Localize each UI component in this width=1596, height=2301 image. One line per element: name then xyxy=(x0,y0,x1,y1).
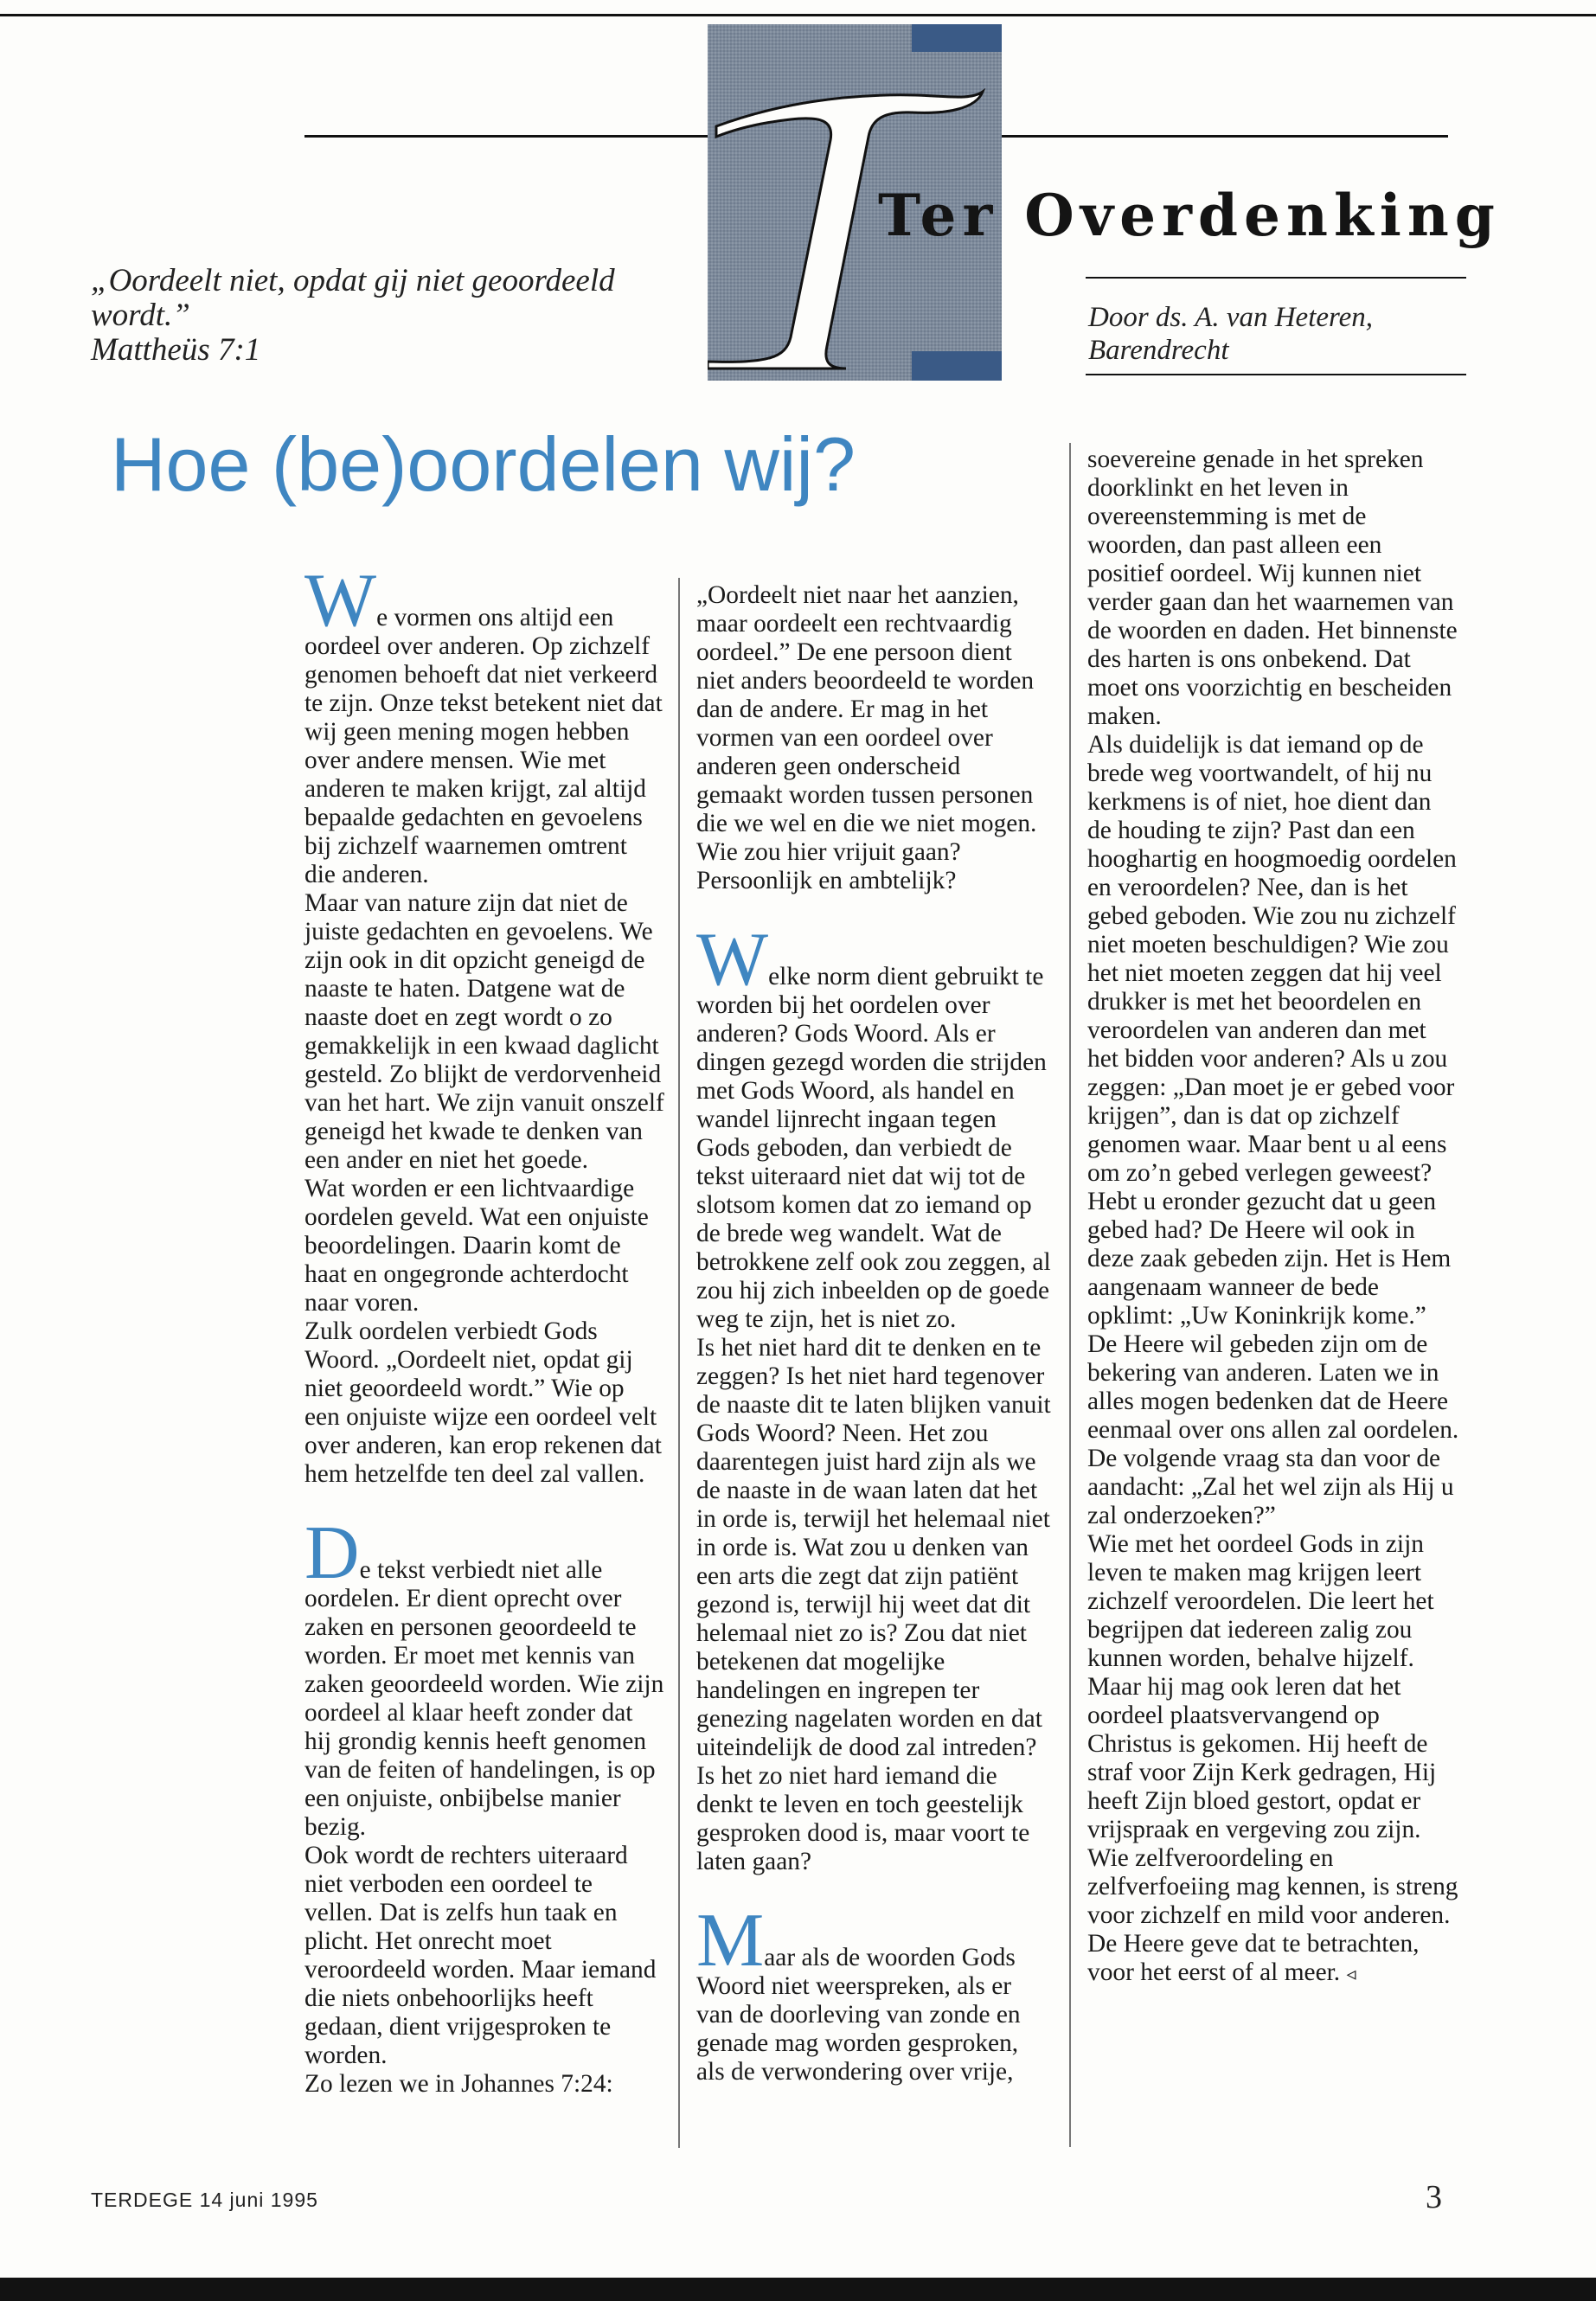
column-divider-1 xyxy=(678,578,680,2148)
byline-rule-top xyxy=(1086,277,1466,279)
paragraph-text: e vormen ons altijd een oordeel over anderen. Op zichzelf genomen behoeft dat niet verkeerd te zijn. Onze tekst betekent niet dat wij geen mening mogen hebben over andere mensen. Wie met anderen te maken krijgt, zal altijd bepaalde gedachten en gevoelens bij zichzelf waarnemen omtrent die anderen. xyxy=(304,604,663,888)
paragraph: „Oordeelt niet naar het aanzien, maar oordeelt een rechtvaardig oordeel.” De ene persoon dient niet anders beoordeeld te worden dan de andere. Er mag in het vormen van een oordeel over anderen geen onderscheid gemaakt worden tussen personen die we wel en die we niet mogen. Wie zou hier vrijuit gaan? Persoonlijk en ambtelijk? xyxy=(696,581,1037,894)
paragraph: Wat worden er een lichtvaardige oordelen geveld. Wat een onjuiste beoordelingen. Daarin komt de haat en ongegronde achterdocht naar voren. xyxy=(304,1175,649,1317)
drop-cap: W xyxy=(696,918,769,1002)
paragraph xyxy=(304,559,664,889)
drop-cap: D xyxy=(304,1511,360,1595)
drop-cap: W xyxy=(304,559,377,643)
section-title: Ter Overdenking xyxy=(878,182,1501,249)
paragraph xyxy=(696,918,1051,1334)
paragraph xyxy=(1087,1530,1461,1988)
paragraph: Zulk oordelen verbiedt Gods Woord. „Oordeelt niet, opdat gij niet geoordeeld wordt.” Wie op een onjuiste wijze een oordeel velt over anderen, kan erop rekenen dat hem hetzelfde ten deel zal vallen. xyxy=(304,1317,662,1488)
article-column-1 xyxy=(304,559,664,2099)
paragraph: Is het niet hard dit te denken en te zeggen? Is het niet hard tegenover de naaste dit te laten blijken vanuit Gods Woord? Neen. Het zou daarentegen juist hard zijn als we de naaste in de waan laten dat het in orde is, terwijl het helemaal niet in orde is. Wat zou u denken van een arts die zegt dat zijn patiënt gezond is, terwijl hij weet dat dit helemaal niet zo is? Zou dat niet betekenen dat mogelijke handelingen en ingrepen ter genezing nagelaten worden en dat uiteindelijk de dood zal intreden? Is het zo niet hard iemand die denkt te leven en toch geestelijk gesproken dood is, maar voort te laten gaan? xyxy=(696,1334,1051,1875)
byline-rule-bottom xyxy=(1086,374,1466,375)
end-mark-icon: ◃ xyxy=(1346,1963,1356,1984)
drop-cap: M xyxy=(696,1899,765,1983)
author-byline: Door ds. A. van Heteren, Barendrecht xyxy=(1088,302,1374,366)
paragraph-text: aar als de woorden Gods Woord niet weerspreken, als er van de doorleving van zonde en genade mag worden gesproken, als de verwondering over vrije, xyxy=(696,1944,1021,2086)
motto-text: „Oordeelt niet, opdat gij niet geoordeeld wordt.” xyxy=(91,263,615,333)
column-divider-2 xyxy=(1069,443,1071,2147)
top-rule xyxy=(0,14,1596,16)
paragraph-text: elke norm dient gebruikt te worden bij het oordelen over anderen? Gods Woord. Als er dingen gezegd worden die strijden met Gods Woord, als handel en wandel lijnrecht ingaan tegen Gods geboden, dan verbiedt de tekst uiteraard niet dat wij tot de slotsom komen dat zo iemand op de brede weg wandelt. Wat de betrokkene zelf ook zou zeggen, al zou hij zich inbeelden op de goede weg te zijn, het is niet zo. xyxy=(696,963,1051,1333)
motto-reference: Mattheüs 7:1 xyxy=(91,332,261,368)
article-headline: Hoe (be)oordelen wij? xyxy=(111,421,856,507)
paragraph: Als duidelijk is dat iemand op de brede weg voortwandelt, of hij nu kerkmens is of niet, hoe dient dan de houding te zijn? Past dan een hooghartig en hoogmoedig oordelen en veroordelen? Nee, dan is het gebed geboden. Wie zou nu zichzelf niet moeten beschuldigen? Wie zou het niet moeten zeggen dat hij veel drukker is met het beoordelen en veroordelen van anderen dan met het bidden voor anderen? Als u zou zeggen: „Dan moet je er gebed voor krijgen”, dan is dat op zichzelf genomen waar. Maar bent u al eens om zo’n gebed verlegen geweest? Hebt u eronder gezucht dat u geen gebed had? De Heere wil ook in deze zaak gebeden zijn. Het is Hem aangenaam wanneer de bede opklimt: „Uw Koninkrijk kome.” De Heere wil gebeden zijn om de bekering van anderen. Laten we in alles mogen bedenken dat de Heere eenmaal over ons allen zal oordelen. De volgende vraag sta dan voor de aandacht: „Zal het wel zijn als Hij u zal onderzoeken?” xyxy=(1087,731,1459,1529)
paragraph: Zo lezen we in Johannes 7:24: xyxy=(304,2070,613,2098)
paragraph xyxy=(304,1511,664,1842)
paragraph-text: e tekst verbiedt niet alle oordelen. Er dient oprecht over zaken en personen geoordeeld te worden. Er moet met kennis van zaken geoordeeld worden. Wie zijn oordeel al klaar heeft zonder dat hij grondig kennis heeft genomen van de feiten of handelingen, is op een onjuiste, onbijbelse manier bezig. xyxy=(304,1556,664,1841)
paragraph: Ook wordt de rechters uiteraard niet verboden een oordeel te vellen. Dat is zelfs hun taak en plicht. Het onrecht moet veroordeeld worden. Maar iemand die niets onbehoorlijks heeft gedaan, dient vrijgesproken te worden. xyxy=(304,1842,657,2069)
page-number: 3 xyxy=(1426,2179,1442,2215)
publication-info: TERDEGE 14 juni 1995 xyxy=(91,2189,318,2211)
motto-quote xyxy=(91,264,653,368)
article-column-2 xyxy=(696,581,1051,2086)
article-column-3 xyxy=(1087,445,1461,1988)
paragraph-text: Wie met het oordeel Gods in zijn leven te maken mag krijgen leert zichzelf veroordelen. Die leert het begrijpen dat iedereen zalig zou kunnen worden, behalve hijzelf. Maar hij mag ook leren dat het oordeel plaatsvervangend op Christus is gekomen. Hij heeft de straf voor Zijn Kerk gedragen, Hij heeft Zijn bloed gestort, opdat er vrijspraak en vergeving zou zijn. Wie zelfveroordeling en zelfverfoeiing mag kennen, is streng voor zichzelf en mild voor anderen. De Heere geve dat te betrachten, voor het eerst of al meer. xyxy=(1087,1530,1458,1986)
paragraph: Maar van nature zijn dat niet de juiste gedachten en gevoelens. We zijn ook in dit opzicht geneigd de naaste te haten. Datgene wat de naaste doet en zegt wordt o zo gemakkelijk in een kwaad daglicht gesteld. Zo blijkt de verdorvenheid van het hart. We zijn vanuit onszelf geneigd het kwade te denken van een ander en niet het goede. xyxy=(304,889,664,1174)
paragraph: soevereine genade in het spreken doorklinkt en het leven in overeenstemming is met de woorden, dan past alleen een positief oordeel. Wij kunnen niet verder gaan dan het waarnemen van de woorden en daden. Het binnenste des harten is ons onbekend. Dat moet ons voorzichtig en bescheiden maken. xyxy=(1087,445,1458,730)
paragraph xyxy=(696,1899,1051,2086)
bottom-edge-band xyxy=(0,2278,1596,2301)
